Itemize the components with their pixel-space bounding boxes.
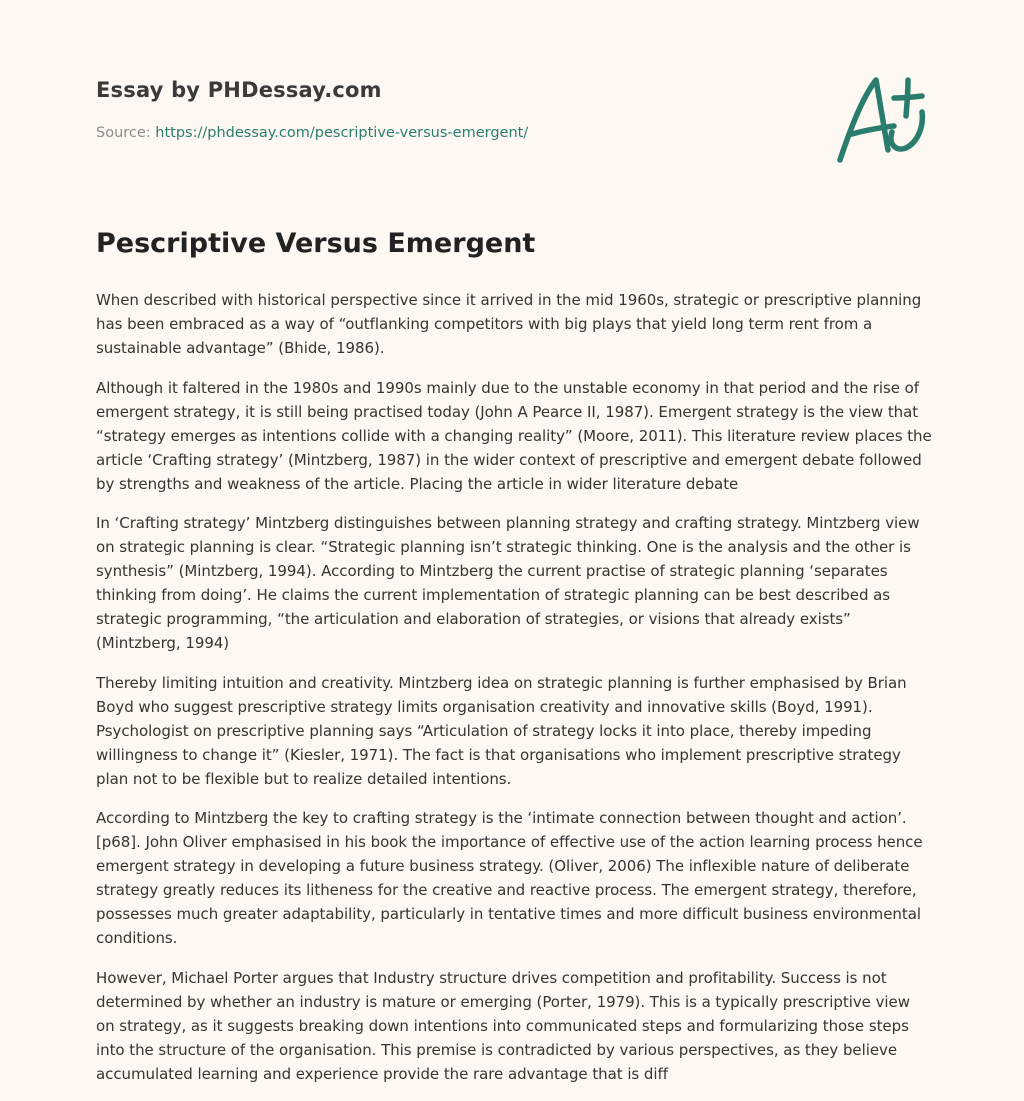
a-plus-logo-icon [826, 68, 936, 168]
essay-paragraph: In ‘Crafting strategy’ Mintzberg distinguishes between planning strategy and crafting strategy. Mintzberg view on strategic planning is clear. “Strategic planning isn’t strategic thinking. One is the analysis and the other is synthesis” (Mintzberg, 1994). According to Mintzberg the current practise of strategic planning ‘separates thinking from doing’. He claims the current implementation of strategic planning can be best described as strategic programming, “the articulation and elaboration of strategies, or visions that already exists” (Mintzberg, 1994) [96, 514, 920, 652]
essay-title: Pescriptive Versus Emergent [96, 228, 536, 259]
essay-paragraph: Thereby limiting intuition and creativity. Mintzberg idea on strategic planning is further emphasised by Brian Boyd who suggest prescriptive strategy limits organisation creativity and innovative skills (Boyd, 1991). Psychologist on prescriptive planning says “Articulation of strategy locks it into place, thereby impeding willingness to change it” (Kiesler, 1971). The fact is that organisations who implement prescriptive strategy plan not to be flexible but to realize detailed intentions. [96, 673, 907, 788]
page-header [96, 74, 936, 174]
source-line [96, 125, 528, 141]
essay-paragraph: According to Mintzberg the key to crafting strategy is the ‘intimate connection between thought and action’. [p68]. John Oliver emphasised in his book the importance of effective use of the action learning process hence emergent strategy in developing a future business strategy. (Oliver, 2006) The inflexible nature of deliberate strategy greatly reduces its litheness for the creative and reactive process. The emergent strategy, therefore, possesses much greater adaptability, particularly in tentative times and more difficult business environmental conditions. [96, 809, 923, 947]
source-link[interactable]: https://phdessay.com/pescriptive-versus-emergent/ [155, 125, 529, 141]
source-label: Source: [96, 125, 151, 141]
essay-paragraph: When described with historical perspective since it arrived in the mid 1960s, strategic or prescriptive planning has been embraced as a way of “outflanking competitors with big plays that yield long term rent from a sustainable advantage” (Bhide, 1986). [96, 291, 922, 357]
site-title: Essay by PHDessay.com [96, 78, 382, 102]
essay-article [96, 226, 932, 1101]
essay-paragraph: Although it faltered in the 1980s and 1990s mainly due to the unstable economy in that period and the rise of emergent strategy, it is still being practised today (John A Pearce II, 1987). Emergent strategy is the view that “strategy emerges as intentions collide with a changing reality” (Moore, 2011). This literature review places the article ‘Crafting strategy’ (Mintzberg, 1987) in the wider context of prescriptive and emergent debate followed by strengths and weakness of the article. Placing the article in wider literature debate [96, 378, 932, 493]
essay-paragraph: However, Michael Porter argues that Industry structure drives competition and profitability. Success is not determined by whether an industry is mature or emerging (Porter, 1979). This is a typically prescriptive view on strategy, as it suggests breaking down intentions into communicated steps and formularizing those steps into the structure of the organisation. This premise is contradicted by various perspectives, as they believe accumulated learning and experience provide the rare advantage that is diff [96, 968, 910, 1083]
